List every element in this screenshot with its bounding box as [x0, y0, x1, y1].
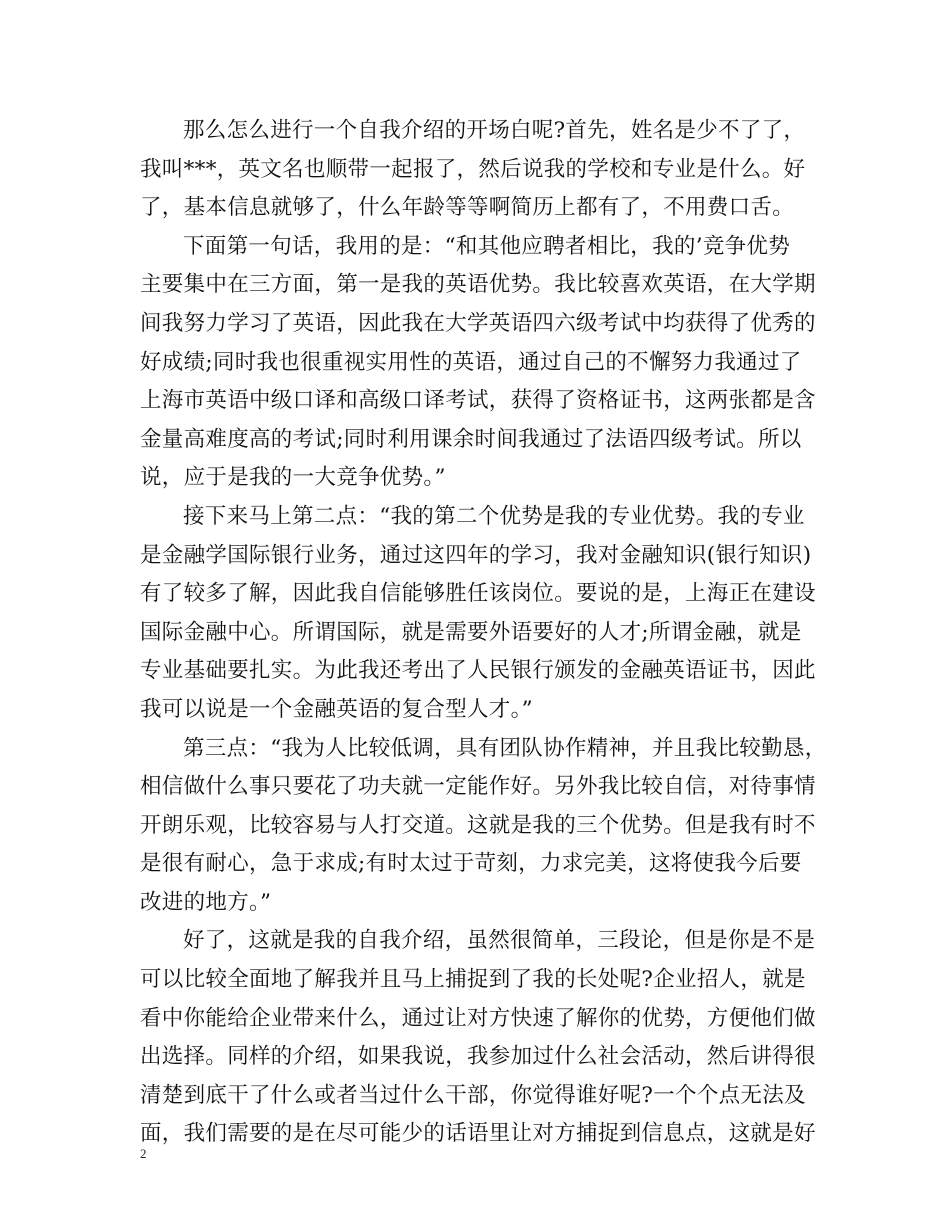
text-line: 金量高难度高的考试;同时利用课余时间我通过了法语四级考试。所以: [140, 426, 802, 452]
text-line: 看中你能给企业带来什么，通过让对方快速了解你的优势，方便他们做: [140, 1005, 816, 1031]
text-line: 我可以说是一个金融英语的复合型人才。”: [140, 696, 533, 722]
text-line: 专业基础要扎实。为此我还考出了人民银行颁发的金融英语证书，因此: [140, 658, 816, 684]
text-line: 是很有耐心，急于求成;有时太过于苛刻，力求完美，这将使我今后要: [140, 851, 802, 877]
text-line: 可以比较全面地了解我并且马上捕捉到了我的长处呢?企业招人，就是: [140, 967, 806, 993]
text-line: 上海市英语中级口译和高级口译考试，获得了资格证书，这两张都是含: [140, 388, 816, 414]
text-line: 我叫***，英文名也顺带一起报了，然后说我的学校和专业是什么。好: [140, 156, 806, 182]
text-line: 好了，这就是我的自我介绍，虽然很简单，三段论，但是你是不是: [183, 928, 816, 954]
document-body: [140, 112, 828, 1154]
text-line: 间我努力学习了英语，因此我在大学英语四六级考试中均获得了优秀的: [140, 310, 816, 336]
text-line: 有了较多了解，因此我自信能够胜任该岗位。要说的是，上海正在建设: [140, 581, 816, 607]
text-line: 国际金融中心。所谓国际，就是需要外语要好的人才;所谓金融，就是: [140, 619, 802, 645]
text-line: 主要集中在三方面，第一是我的英语优势。我比较喜欢英语，在大学期: [140, 272, 816, 298]
text-line: 好成绩;同时我也很重视实用性的英语，通过自己的不懈努力我通过了: [140, 349, 802, 375]
text-line: 第三点：“我为人比较低调，具有团队协作精神，并且我比较勤恳，: [183, 735, 827, 761]
text-line: 了，基本信息就够了，什么年龄等等啊简历上都有了，不用费口舌。: [140, 195, 795, 221]
text-line: 开朗乐观，比较容易与人打交道。这就是我的三个优势。但是我有时不: [140, 812, 816, 838]
text-line: 相信做什么事只要花了功夫就一定能作好。另外我比较自信，对待事情: [140, 774, 816, 800]
text-line: 清楚到底干了什么或者当过什么干部，你觉得谁好呢?一个个点无法及: [140, 1082, 806, 1108]
text-line: 接下来马上第二点：“我的第二个优势是我的专业优势。我的专业: [183, 503, 805, 529]
text-line: 出选择。同样的介绍，如果我说，我参加过什么社会活动，然后讲得很: [140, 1044, 816, 1070]
text-line: 面，我们需要的是在尽可能少的话语里让对方捕捉到信息点，这就是好: [140, 1121, 816, 1147]
page-number: 2: [140, 1146, 147, 1161]
text-line: 改进的地方。”: [140, 889, 272, 915]
text-line: 是金融学国际银行业务，通过这四年的学习，我对金融知识(银行知识): [140, 542, 812, 568]
text-line: 下面第一句话，我用的是：“和其他应聘者相比，我的’竞争优势: [183, 233, 791, 259]
text-line: 说，应于是我的一大竞争优势。”: [140, 465, 446, 491]
text-line: 那么怎么进行一个自我介绍的开场白呢?首先，姓名是少不了了，: [183, 118, 806, 143]
